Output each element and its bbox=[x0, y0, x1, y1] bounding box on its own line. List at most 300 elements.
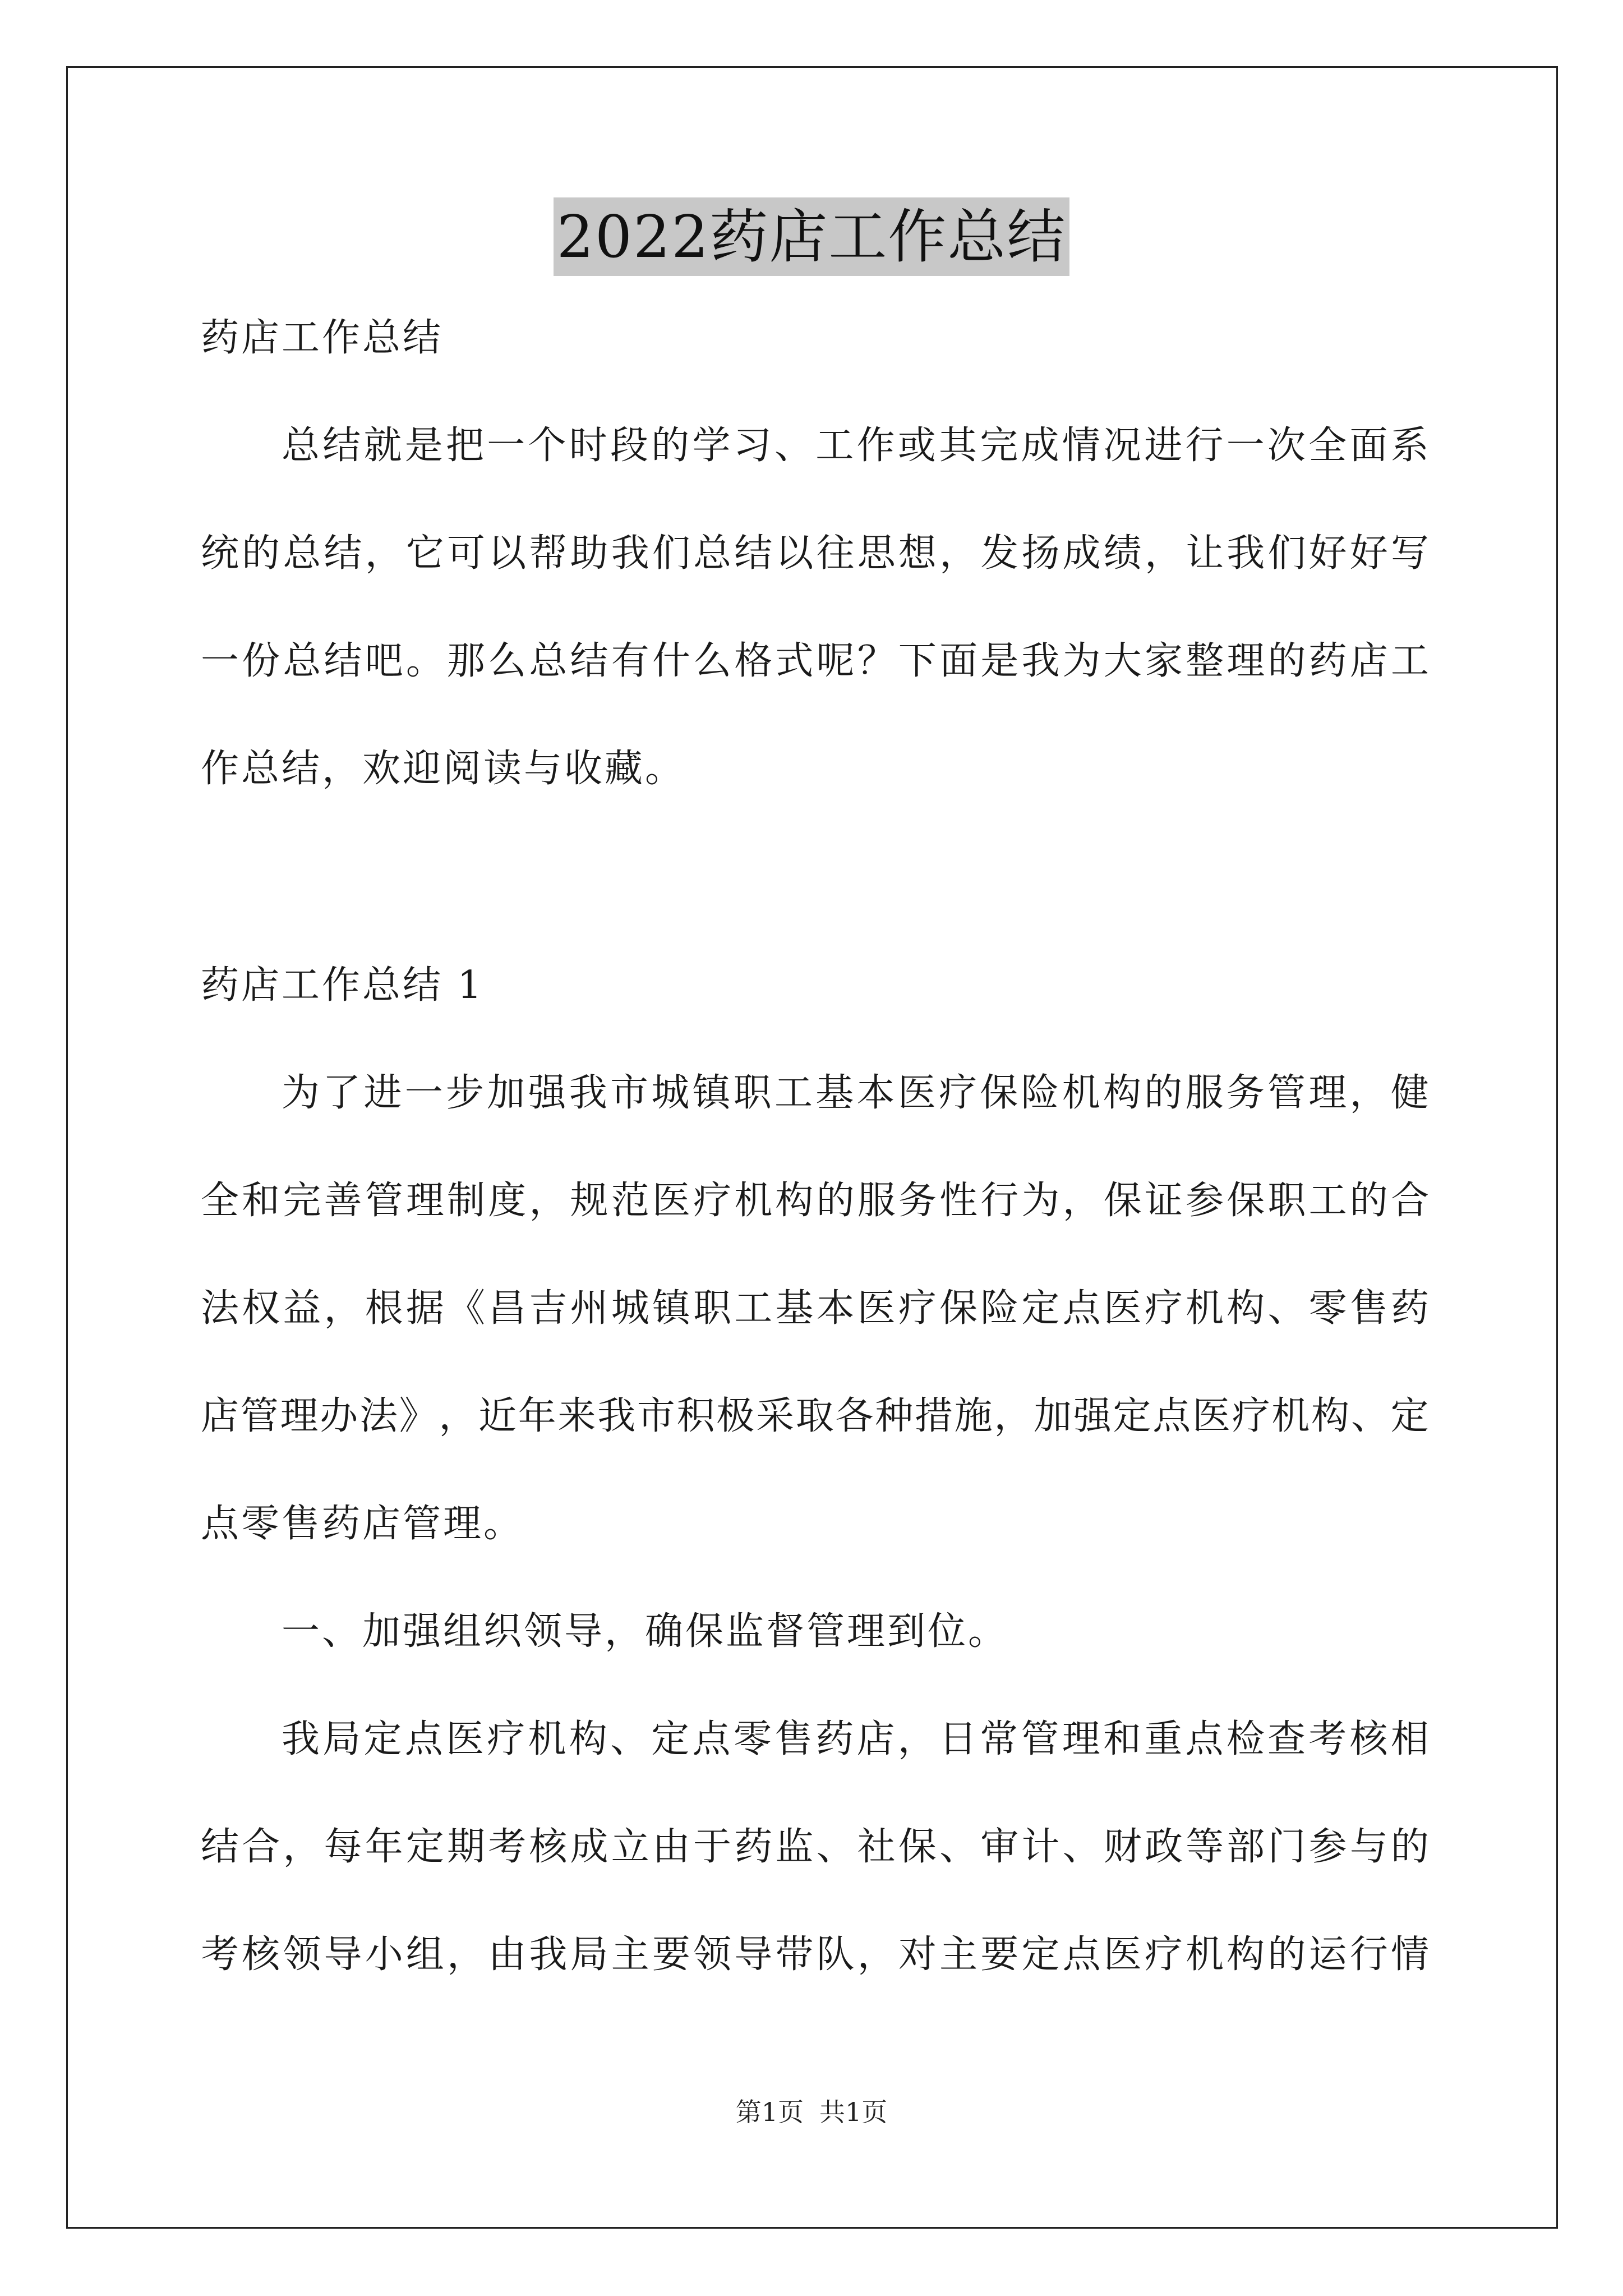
glyph: 核 bbox=[242, 1932, 280, 1977]
glyph: 我 bbox=[569, 1071, 607, 1115]
glyph: 零 bbox=[733, 1717, 772, 1761]
glyph: 让 bbox=[1186, 531, 1224, 576]
glyph: 那 bbox=[447, 639, 486, 683]
glyph: 积 bbox=[676, 1394, 715, 1438]
glyph: 领 bbox=[283, 1932, 321, 1977]
glyph: ， bbox=[1349, 1071, 1388, 1115]
glyph: 习 bbox=[733, 424, 772, 468]
glyph: ， bbox=[1144, 531, 1183, 576]
glyph: 险 bbox=[980, 1286, 1019, 1331]
glyph: 况 bbox=[1103, 424, 1142, 468]
glyph: 和 bbox=[242, 1179, 280, 1223]
paragraph-line bbox=[282, 1713, 1429, 1766]
glyph: 份 bbox=[242, 639, 280, 683]
paragraph-line bbox=[201, 1389, 1429, 1443]
glyph: 参 bbox=[1186, 1179, 1224, 1223]
glyph: 为 bbox=[1062, 639, 1101, 683]
glyph: 审 bbox=[980, 1825, 1019, 1869]
glyph: 什 bbox=[652, 639, 690, 683]
glyph: 强 bbox=[1073, 1394, 1112, 1438]
glyph: 医 bbox=[857, 1286, 896, 1331]
glyph: 结 bbox=[734, 531, 773, 576]
glyph: 定 bbox=[363, 1717, 402, 1761]
glyph: 参 bbox=[1308, 1825, 1347, 1869]
glyph: 售 bbox=[1349, 1286, 1388, 1331]
glyph: ， bbox=[994, 1394, 1032, 1438]
glyph: 店 bbox=[1349, 639, 1388, 683]
glyph: 成 bbox=[1062, 531, 1101, 576]
glyph: 疗 bbox=[487, 1717, 525, 1761]
glyph: 点 bbox=[692, 1717, 731, 1761]
glyph: 结 bbox=[570, 639, 608, 683]
glyph: 系 bbox=[1390, 424, 1429, 468]
glyph: 总 bbox=[283, 639, 321, 683]
glyph: 极 bbox=[716, 1394, 755, 1438]
glyph: 部 bbox=[1227, 1825, 1265, 1869]
glyph: 面 bbox=[1349, 424, 1388, 468]
numbered-point: 一、加强组织领导，确保监督管理到位。 bbox=[282, 1609, 1009, 1654]
glyph: 一 bbox=[487, 424, 525, 468]
glyph: 段 bbox=[610, 424, 649, 468]
glyph: 定 bbox=[405, 1825, 444, 1869]
glyph: 疗 bbox=[693, 1179, 732, 1223]
glyph: 进 bbox=[363, 1071, 402, 1115]
glyph: 个 bbox=[528, 424, 566, 468]
glyph: 、 bbox=[1062, 1825, 1101, 1869]
glyph: 理 bbox=[1308, 1071, 1347, 1115]
glyph: 以 bbox=[488, 531, 527, 576]
glyph: 总 bbox=[693, 531, 732, 576]
glyph: 机 bbox=[734, 1179, 773, 1223]
glyph: 职 bbox=[1267, 1179, 1306, 1223]
glyph: 计 bbox=[1021, 1825, 1060, 1869]
glyph: 工 bbox=[815, 424, 854, 468]
glyph: 的 bbox=[651, 424, 690, 468]
glyph: 店 bbox=[201, 1394, 239, 1438]
glyph: 导 bbox=[734, 1932, 773, 1977]
glyph: 机 bbox=[1271, 1394, 1310, 1438]
glyph: 我 bbox=[1227, 531, 1265, 576]
glyph: 局 bbox=[322, 1717, 361, 1761]
glyph: 度 bbox=[488, 1179, 527, 1223]
glyph: 整 bbox=[1186, 639, 1224, 683]
glyph: 机 bbox=[528, 1717, 566, 1761]
glyph: ， bbox=[857, 1932, 896, 1977]
glyph: 、 bbox=[774, 424, 813, 468]
glyph: 市 bbox=[610, 1071, 649, 1115]
glyph: 其 bbox=[939, 424, 978, 468]
glyph: 成 bbox=[570, 1825, 608, 1869]
glyph: 考 bbox=[201, 1932, 239, 1977]
glyph: 好 bbox=[1308, 531, 1347, 576]
glyph: 于 bbox=[693, 1825, 732, 1869]
glyph: 保 bbox=[980, 1071, 1018, 1115]
glyph: 城 bbox=[651, 1071, 690, 1115]
glyph: 疗 bbox=[1144, 1932, 1183, 1977]
glyph: 面 bbox=[939, 639, 978, 683]
glyph: 格 bbox=[734, 639, 773, 683]
glyph: 的 bbox=[1267, 1932, 1306, 1977]
glyph: 每 bbox=[324, 1825, 362, 1869]
glyph: 医 bbox=[446, 1717, 485, 1761]
glyph: 财 bbox=[1103, 1825, 1142, 1869]
glyph: 绩 bbox=[1103, 531, 1142, 576]
glyph: 点 bbox=[1062, 1286, 1101, 1331]
glyph: 制 bbox=[447, 1179, 486, 1223]
paragraph-line bbox=[201, 1174, 1429, 1228]
glyph: 政 bbox=[1144, 1825, 1183, 1869]
glyph: 全 bbox=[201, 1179, 239, 1223]
glyph: 药 bbox=[1390, 1286, 1429, 1331]
glyph: 社 bbox=[857, 1825, 896, 1869]
glyph: ， bbox=[324, 1286, 362, 1331]
glyph: ， bbox=[529, 1179, 568, 1223]
glyph: 据 bbox=[405, 1286, 444, 1331]
glyph: 构 bbox=[775, 1179, 814, 1223]
glyph: 全 bbox=[1308, 424, 1347, 468]
glyph: 市 bbox=[637, 1394, 675, 1438]
glyph: 服 bbox=[857, 1179, 896, 1223]
glyph: 核 bbox=[529, 1825, 568, 1869]
glyph: 由 bbox=[652, 1825, 690, 1869]
glyph: 的 bbox=[1349, 1179, 1388, 1223]
glyph: 重 bbox=[1144, 1717, 1183, 1761]
glyph: 的 bbox=[1390, 1825, 1429, 1869]
glyph: 想 bbox=[898, 531, 937, 576]
glyph: ， bbox=[447, 1932, 486, 1977]
glyph: 往 bbox=[816, 531, 855, 576]
page-total: 共1页 bbox=[819, 2097, 888, 2127]
glyph: 性 bbox=[939, 1179, 978, 1223]
glyph: 权 bbox=[242, 1286, 280, 1331]
page-footer bbox=[0, 2095, 1623, 2129]
glyph: 点 bbox=[404, 1717, 443, 1761]
glyph: 为 bbox=[1021, 1179, 1060, 1223]
glyph: 保 bbox=[1227, 1179, 1265, 1223]
glyph: 构 bbox=[1311, 1394, 1350, 1438]
glyph: 保 bbox=[898, 1825, 937, 1869]
glyph: 医 bbox=[1103, 1932, 1142, 1977]
glyph: 情 bbox=[1062, 424, 1100, 468]
intro-line bbox=[201, 634, 1429, 688]
glyph: 医 bbox=[652, 1179, 690, 1223]
glyph: 管 bbox=[1021, 1717, 1059, 1761]
glyph: 定 bbox=[1113, 1394, 1151, 1438]
glyph: 带 bbox=[775, 1932, 814, 1977]
glyph: 完 bbox=[980, 424, 1018, 468]
intro-line: 作总结，欢迎阅读与收藏。 bbox=[201, 747, 686, 791]
glyph: 一 bbox=[1226, 424, 1265, 468]
page-border bbox=[66, 66, 1558, 2229]
glyph: 构 bbox=[1227, 1932, 1265, 1977]
glyph: 行 bbox=[1349, 1932, 1388, 1977]
glyph: 吧 bbox=[365, 639, 403, 683]
glyph: 它 bbox=[405, 531, 444, 576]
glyph: 的 bbox=[1267, 639, 1306, 683]
glyph: 管 bbox=[1267, 1071, 1306, 1115]
glyph: 昌 bbox=[488, 1286, 527, 1331]
glyph: 结 bbox=[324, 531, 362, 576]
glyph: 相 bbox=[1390, 1717, 1429, 1761]
glyph: 、 bbox=[610, 1717, 649, 1761]
glyph: 以 bbox=[775, 531, 814, 576]
glyph: 健 bbox=[1390, 1071, 1429, 1115]
glyph: 理 bbox=[1227, 639, 1265, 683]
glyph: 一 bbox=[201, 639, 239, 683]
glyph: 写 bbox=[1390, 531, 1429, 576]
glyph: ， bbox=[365, 531, 403, 576]
glyph: 取 bbox=[795, 1394, 834, 1438]
glyph: 点 bbox=[1185, 1717, 1224, 1761]
glyph: 疗 bbox=[939, 1071, 978, 1115]
glyph: 统 bbox=[201, 531, 239, 576]
glyph: 导 bbox=[324, 1932, 362, 1977]
glyph: 、 bbox=[1267, 1286, 1306, 1331]
glyph: 总 bbox=[283, 531, 321, 576]
glyph: 们 bbox=[652, 531, 690, 576]
glyph: 立 bbox=[611, 1825, 649, 1869]
glyph: 近 bbox=[478, 1394, 517, 1438]
glyph: 法 bbox=[201, 1286, 239, 1331]
glyph: 可 bbox=[447, 531, 486, 576]
glyph: 或 bbox=[897, 424, 936, 468]
glyph: 种 bbox=[875, 1394, 914, 1438]
glyph: 、 bbox=[1350, 1394, 1389, 1438]
glyph: 作 bbox=[856, 424, 895, 468]
glyph: 《 bbox=[447, 1286, 486, 1331]
glyph: 益 bbox=[283, 1286, 321, 1331]
glyph: 的 bbox=[816, 1179, 855, 1223]
glyph: 工 bbox=[1308, 1179, 1347, 1223]
glyph: 好 bbox=[1349, 531, 1388, 576]
glyph: 机 bbox=[1186, 1932, 1224, 1977]
glyph: 次 bbox=[1267, 424, 1306, 468]
glyph: 式 bbox=[775, 639, 814, 683]
glyph: ， bbox=[283, 1825, 321, 1869]
glyph: 基 bbox=[815, 1071, 854, 1115]
glyph: 主 bbox=[611, 1932, 649, 1977]
glyph: 常 bbox=[980, 1717, 1018, 1761]
glyph: 门 bbox=[1267, 1825, 1306, 1869]
glyph: 店 bbox=[856, 1717, 895, 1761]
glyph: 构 bbox=[1227, 1286, 1265, 1331]
intro-line bbox=[201, 527, 1429, 581]
glyph: 售 bbox=[774, 1717, 813, 1761]
glyph: 机 bbox=[1062, 1071, 1100, 1115]
glyph: 证 bbox=[1144, 1179, 1183, 1223]
glyph: 我 bbox=[1021, 639, 1060, 683]
paragraph-line bbox=[201, 1820, 1429, 1874]
glyph: 组 bbox=[405, 1932, 444, 1977]
glyph: 就 bbox=[363, 424, 402, 468]
glyph: 药 bbox=[734, 1825, 773, 1869]
glyph: 下 bbox=[898, 639, 937, 683]
glyph: 定 bbox=[651, 1717, 690, 1761]
glyph: 有 bbox=[611, 639, 649, 683]
glyph: 大 bbox=[1103, 639, 1142, 683]
glyph: 是 bbox=[404, 424, 443, 468]
glyph: 州 bbox=[570, 1286, 608, 1331]
glyph: 合 bbox=[1390, 1179, 1429, 1223]
glyph: 范 bbox=[611, 1179, 649, 1223]
glyph: 机 bbox=[1186, 1286, 1224, 1331]
glyph: 工 bbox=[1390, 639, 1429, 683]
glyph: 一 bbox=[404, 1071, 443, 1115]
glyph: 是 bbox=[980, 639, 1019, 683]
glyph: 行 bbox=[1185, 424, 1224, 468]
glyph: 零 bbox=[1308, 1286, 1347, 1331]
glyph: 工 bbox=[774, 1071, 813, 1115]
paragraph-line bbox=[282, 1066, 1429, 1120]
document-title: 2022药店工作总结 bbox=[554, 197, 1070, 276]
glyph: ？ bbox=[857, 639, 896, 683]
glyph: 规 bbox=[570, 1179, 608, 1223]
glyph: 医 bbox=[1103, 1286, 1142, 1331]
glyph: ， bbox=[897, 1717, 936, 1761]
glyph: 总 bbox=[529, 639, 568, 683]
glyph: 时 bbox=[569, 424, 607, 468]
glyph: 法 bbox=[359, 1394, 398, 1438]
glyph: 检 bbox=[1226, 1717, 1265, 1761]
glyph: 理 bbox=[1062, 1717, 1100, 1761]
glyph: 监 bbox=[775, 1825, 814, 1869]
glyph: 的 bbox=[1144, 1071, 1183, 1115]
glyph: 我 bbox=[529, 1932, 568, 1977]
glyph: 疗 bbox=[898, 1286, 937, 1331]
glyph: 考 bbox=[488, 1825, 527, 1869]
glyph: 成 bbox=[1021, 424, 1059, 468]
glyph: 定 bbox=[1021, 1932, 1060, 1977]
glyph: 么 bbox=[693, 639, 732, 683]
glyph: 、 bbox=[816, 1825, 855, 1869]
glyph: 学 bbox=[692, 424, 731, 468]
glyph: 疗 bbox=[1232, 1394, 1270, 1438]
glyph: 城 bbox=[611, 1286, 649, 1331]
glyph: 由 bbox=[488, 1932, 527, 1977]
glyph: 理 bbox=[405, 1179, 444, 1223]
glyph: 医 bbox=[897, 1071, 936, 1115]
glyph: 考 bbox=[1308, 1717, 1347, 1761]
section-heading: 药店工作总结 bbox=[201, 316, 444, 360]
glyph: 基 bbox=[775, 1286, 814, 1331]
glyph: 善 bbox=[324, 1179, 362, 1223]
glyph: 强 bbox=[528, 1071, 566, 1115]
glyph: 助 bbox=[570, 531, 608, 576]
glyph: 步 bbox=[446, 1071, 485, 1115]
glyph: 小 bbox=[365, 1932, 403, 1977]
glyph: 职 bbox=[693, 1286, 732, 1331]
glyph: 来 bbox=[557, 1394, 596, 1438]
glyph: 务 bbox=[1226, 1071, 1265, 1115]
glyph: 为 bbox=[282, 1071, 320, 1115]
glyph: 本 bbox=[816, 1286, 855, 1331]
glyph: 帮 bbox=[529, 531, 568, 576]
glyph: 我 bbox=[611, 531, 649, 576]
glyph: 管 bbox=[365, 1179, 403, 1223]
glyph: 与 bbox=[1349, 1825, 1388, 1869]
glyph: 我 bbox=[282, 1717, 320, 1761]
glyph: 、 bbox=[939, 1825, 978, 1869]
glyph: ， bbox=[939, 531, 978, 576]
glyph: 根 bbox=[365, 1286, 403, 1331]
glyph: 药 bbox=[1308, 639, 1347, 683]
glyph: 期 bbox=[447, 1825, 486, 1869]
glyph: 结 bbox=[324, 639, 362, 683]
title-container bbox=[0, 197, 1623, 276]
glyph: ， bbox=[439, 1394, 477, 1438]
page-number: 第1页 bbox=[735, 2097, 804, 2127]
glyph: 运 bbox=[1308, 1932, 1347, 1977]
glyph: 总 bbox=[282, 424, 320, 468]
glyph: 等 bbox=[1186, 1825, 1224, 1869]
glyph: 行 bbox=[980, 1179, 1019, 1223]
glyph: 措 bbox=[914, 1394, 953, 1438]
glyph: 职 bbox=[733, 1071, 772, 1115]
glyph: 加 bbox=[1034, 1394, 1072, 1438]
glyph: 务 bbox=[898, 1179, 937, 1223]
glyph: 要 bbox=[652, 1932, 690, 1977]
glyph: 把 bbox=[446, 424, 485, 468]
glyph: ， bbox=[1062, 1179, 1101, 1223]
glyph: 保 bbox=[1103, 1179, 1142, 1223]
glyph: 领 bbox=[693, 1932, 732, 1977]
glyph: 加 bbox=[487, 1071, 525, 1115]
glyph: 核 bbox=[1349, 1717, 1388, 1761]
glyph: 本 bbox=[856, 1071, 895, 1115]
glyph: 要 bbox=[980, 1932, 1019, 1977]
glyph: 点 bbox=[1152, 1394, 1191, 1438]
glyph: 日 bbox=[939, 1717, 978, 1761]
glyph: 采 bbox=[756, 1394, 795, 1438]
glyph: 对 bbox=[898, 1932, 937, 1977]
glyph: 工 bbox=[734, 1286, 773, 1331]
glyph: 药 bbox=[815, 1717, 854, 1761]
glyph: 》 bbox=[399, 1394, 437, 1438]
paragraph-line bbox=[201, 1282, 1429, 1336]
glyph: 了 bbox=[322, 1071, 361, 1115]
glyph: 镇 bbox=[652, 1286, 690, 1331]
glyph: 医 bbox=[1192, 1394, 1230, 1438]
glyph: 们 bbox=[1267, 531, 1306, 576]
glyph: 么 bbox=[488, 639, 527, 683]
glyph: 扬 bbox=[1021, 531, 1060, 576]
paragraph-line bbox=[201, 1928, 1429, 1982]
glyph: 合 bbox=[242, 1825, 280, 1869]
glyph: 的 bbox=[242, 531, 280, 576]
glyph: 施 bbox=[954, 1394, 993, 1438]
glyph: 家 bbox=[1144, 639, 1183, 683]
glyph: 构 bbox=[569, 1717, 607, 1761]
glyph: 队 bbox=[816, 1932, 855, 1977]
glyph: 各 bbox=[835, 1394, 874, 1438]
paragraph-line: 点零售药店管理。 bbox=[201, 1502, 524, 1546]
glyph: 疗 bbox=[1144, 1286, 1183, 1331]
glyph: 理 bbox=[280, 1394, 319, 1438]
glyph: 呢 bbox=[816, 639, 855, 683]
glyph: 思 bbox=[857, 531, 896, 576]
glyph: 结 bbox=[201, 1825, 239, 1869]
glyph: 。 bbox=[405, 639, 444, 683]
intro-line bbox=[282, 419, 1429, 473]
glyph: 查 bbox=[1267, 1717, 1306, 1761]
section-heading: 药店工作总结 1 bbox=[201, 963, 484, 1007]
glyph: 吉 bbox=[529, 1286, 568, 1331]
glyph: 我 bbox=[597, 1394, 636, 1438]
glyph: 情 bbox=[1390, 1932, 1429, 1977]
glyph: 服 bbox=[1185, 1071, 1224, 1115]
glyph: 进 bbox=[1144, 424, 1183, 468]
glyph: 年 bbox=[365, 1825, 403, 1869]
